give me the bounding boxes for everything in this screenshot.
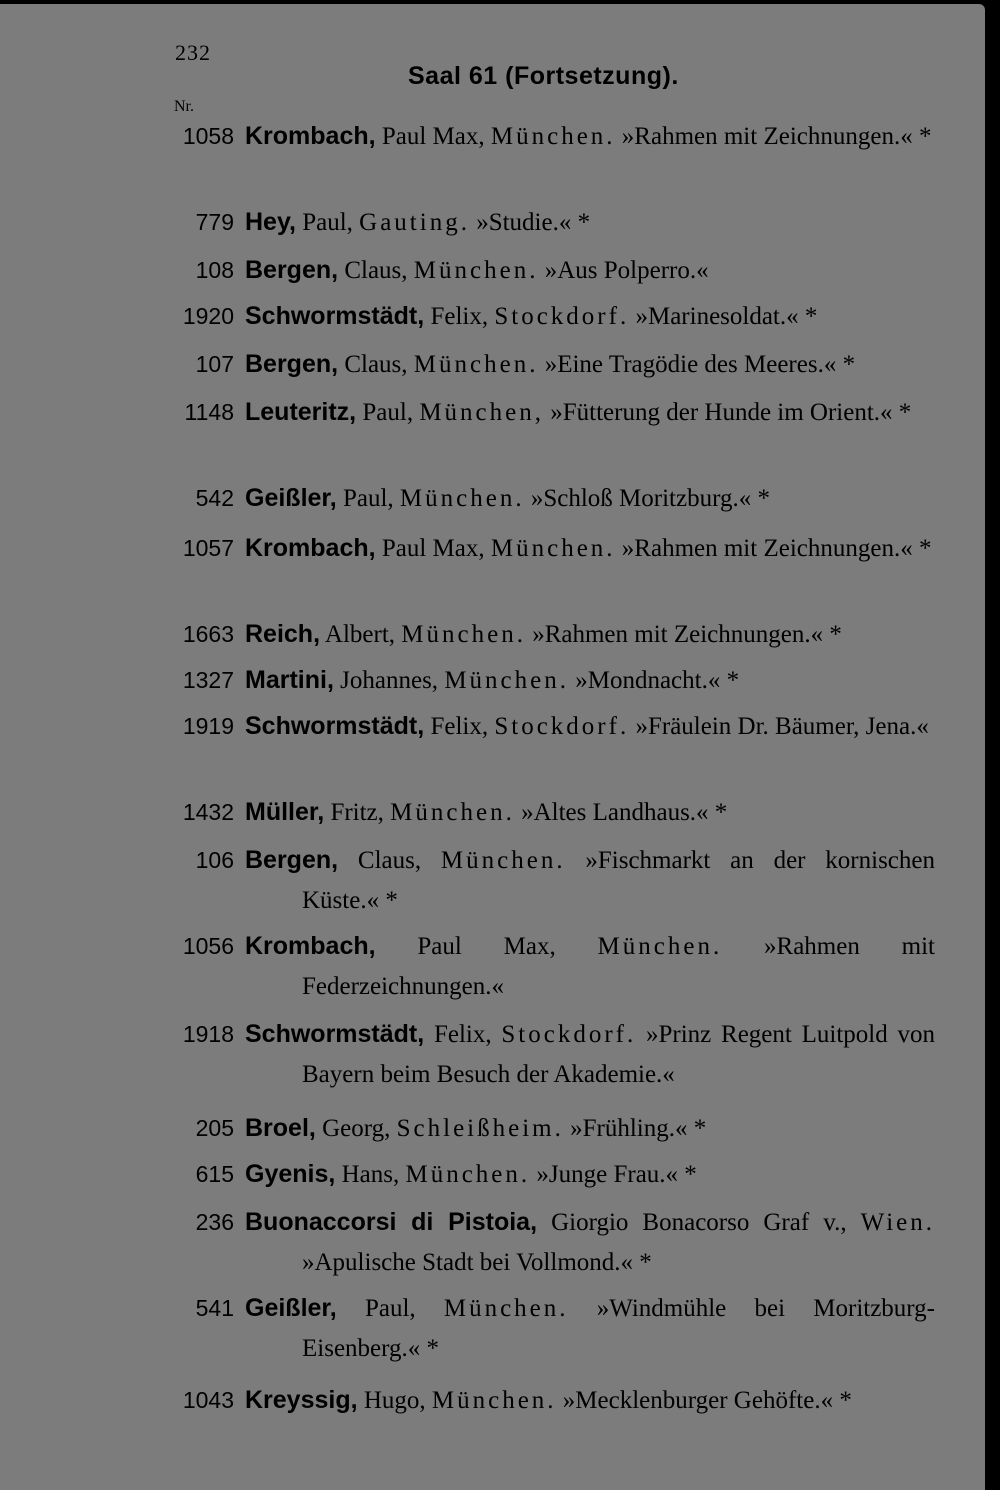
artist-city: Stockdorf. [501,1021,637,1048]
artist-city: München. [413,351,539,378]
catalog-entry [160,1288,935,1369]
catalog-entry [160,528,935,569]
artist-first-name: Felix, [424,1021,502,1048]
artist-first-name: Paul, [336,1295,444,1322]
artist-surname: Bergen, [245,256,339,284]
artwork-title: »Aus Polperro.« [538,257,709,284]
artist-first-name: Paul Max, [375,535,491,562]
catalog-entry [160,1380,935,1421]
artist-first-name: Paul Max, [375,123,491,150]
artist-first-name: Paul, [356,399,420,426]
entry-number: 615 [195,1161,234,1187]
entry-number: 1327 [182,667,234,693]
entry-text [245,706,935,747]
artist-surname: Krombach, [245,932,376,960]
artist-city: München. [405,1161,531,1188]
artwork-title: »Rahmen mit Zeichnungen.« * [615,535,932,562]
artist-city: München, [419,399,544,426]
catalog-entry [160,660,935,701]
entry-number: 1663 [182,621,234,647]
catalog-entry [160,344,935,385]
artist-city: Gauting. [359,209,470,236]
artist-surname: Broel, [245,1114,316,1142]
entry-number: 1919 [182,713,234,739]
artist-first-name: Georg, [315,1115,397,1142]
entry-text [245,840,935,921]
artist-first-name: Paul, [295,209,360,236]
entry-text [245,792,935,833]
artist-first-name: Giorgio Bonacorso Graf v., [537,1209,861,1236]
artist-surname: Leuteritz, [245,398,357,426]
entry-number: 107 [195,351,234,377]
artwork-title: »Marinesoldat.« * [629,303,818,330]
artist-city: München. [490,123,616,150]
artwork-title: »Schloß Moritzburg.« * [524,485,770,512]
artist-city: München. [401,621,526,648]
artist-city: Stockdorf. [494,713,630,740]
page-edge-shadow [985,0,1000,1490]
artist-first-name: Fritz, [324,799,391,826]
entry-text [245,296,935,337]
artist-city: München. [490,535,616,562]
artist-first-name: Hans, [335,1161,406,1188]
entry-text [245,1014,935,1095]
catalog-entry [160,1014,935,1095]
artist-city: München. [399,485,525,512]
artist-first-name: Paul, [336,485,400,512]
entry-text [245,926,935,1007]
artist-surname: Gyenis, [245,1160,336,1188]
entry-text [245,614,935,655]
entry-text [245,1154,935,1195]
entry-number: 779 [195,209,234,235]
artwork-title: »Rahmen mit Zeichnungen.« * [525,621,842,648]
artist-first-name: Hugo, [357,1387,432,1414]
artwork-title: »Altes Landhaus.« * [514,799,728,826]
artist-first-name: Albert, [320,621,402,648]
artist-surname: Schwormstädt, [245,1020,425,1048]
artwork-title: »Mondnacht.« * [568,667,740,694]
artist-surname: Kreyssig, [245,1386,358,1414]
catalog-entry [160,392,935,433]
catalog-entry [160,1108,935,1149]
artwork-title: »Mecklenburger Gehöfte.« * [556,1387,852,1414]
artwork-title: »Apulische Stadt bei Vollmond.« * [302,1249,652,1276]
artist-surname: Martini, [245,666,334,694]
catalog-entry [160,202,935,243]
page-heading: Saal 61 (Fortsetzung). [408,62,679,90]
artist-city: München. [443,1295,569,1322]
artwork-title: »Studie.« * [469,209,591,236]
artwork-title: »Fräulein Dr. Bäumer, Jena.« [629,713,929,740]
entry-number: 1432 [182,799,234,825]
artwork-title: »Rahmen mit Zeichnungen.« * [615,123,932,150]
artist-first-name: Paul Max, [375,933,598,960]
artist-city: Wien. [860,1209,936,1236]
entry-text [245,1288,935,1369]
catalog-entry [160,116,935,157]
artist-city: München. [597,933,723,960]
entry-text [245,202,935,243]
entry-number: 106 [195,847,234,873]
catalog-entry [160,1154,935,1195]
page-number: 232 [175,40,211,65]
artist-city: Stockdorf. [494,303,630,330]
nr-column-label: Nr. [174,98,194,115]
artist-first-name: Claus, [338,351,414,378]
entry-number: 205 [195,1115,234,1141]
artwork-title: »Frühling.« * [563,1115,707,1142]
artist-surname: Schwormstädt, [245,712,425,740]
catalog-entry [160,926,935,1007]
entry-number: 108 [195,257,234,283]
catalog-entry [160,250,935,291]
catalog-entry [160,840,935,921]
artwork-title: »Rahmen mit Federzeichnungen.« [302,933,935,1000]
artist-surname: Hey, [245,208,296,236]
artist-surname: Müller, [245,798,325,826]
artwork-title: »Prinz Regent Luitpold von Bayern beim Besuch der Akademie.« [302,1021,935,1088]
entry-number: 542 [195,485,234,511]
artist-city: Schleißheim. [396,1115,564,1142]
artwork-title: »Junge Frau.« * [530,1161,697,1188]
artist-surname: Krombach, [245,122,376,150]
entry-text [245,1380,935,1421]
artwork-title: »Windmühle bei Moritzburg-Eisenberg.« * [302,1295,935,1362]
entry-number: 236 [195,1209,234,1235]
entry-text [245,250,935,291]
artist-first-name: Claus, [338,257,414,284]
entry-text [245,528,935,569]
catalog-entry [160,706,935,747]
catalog-entry [160,296,935,337]
artist-first-name: Felix, [424,713,495,740]
artist-first-name: Claus, [338,847,441,874]
artist-city: München. [390,799,515,826]
entry-text [245,478,935,519]
artwork-title: »Fischmarkt an der kornischen Küste.« * [302,847,935,914]
artwork-title: »Eine Tragödie des Meeres.« * [538,351,856,378]
entry-number: 541 [195,1295,234,1321]
entry-number: 1056 [182,933,234,959]
artist-surname: Geißler, [245,484,337,512]
artist-city: München. [413,257,539,284]
entry-number: 1043 [182,1387,234,1413]
entry-text [245,1202,935,1283]
entry-text [245,1108,935,1149]
artist-surname: Reich, [245,620,321,648]
artist-surname: Schwormstädt, [245,302,425,330]
catalog-entry [160,1202,935,1283]
entry-text [245,116,935,157]
catalog-entry [160,478,935,519]
entry-text [245,344,935,385]
entry-number: 1920 [182,303,234,329]
artwork-title: »Fütterung der Hunde im Orient.« * [544,399,912,426]
artist-surname: Geißler, [245,1294,337,1322]
artist-surname: Krombach, [245,534,376,562]
entry-number: 1057 [182,535,234,561]
artist-city: München. [444,667,569,694]
artist-surname: Bergen, [245,846,339,874]
catalog-entry [160,792,935,833]
entry-number: 1918 [182,1021,234,1047]
artist-surname: Buonaccorsi di Pistoia, [245,1208,538,1236]
artist-first-name: Johannes, [333,667,445,694]
catalog-page [0,4,985,1490]
artist-city: München. [440,847,566,874]
artist-surname: Bergen, [245,350,339,378]
artist-city: München. [431,1387,557,1414]
catalog-entry [160,614,935,655]
entry-text [245,660,935,701]
artist-first-name: Felix, [424,303,495,330]
entry-number: 1058 [182,123,234,149]
entry-number: 1148 [184,399,234,425]
entry-text [245,392,935,433]
